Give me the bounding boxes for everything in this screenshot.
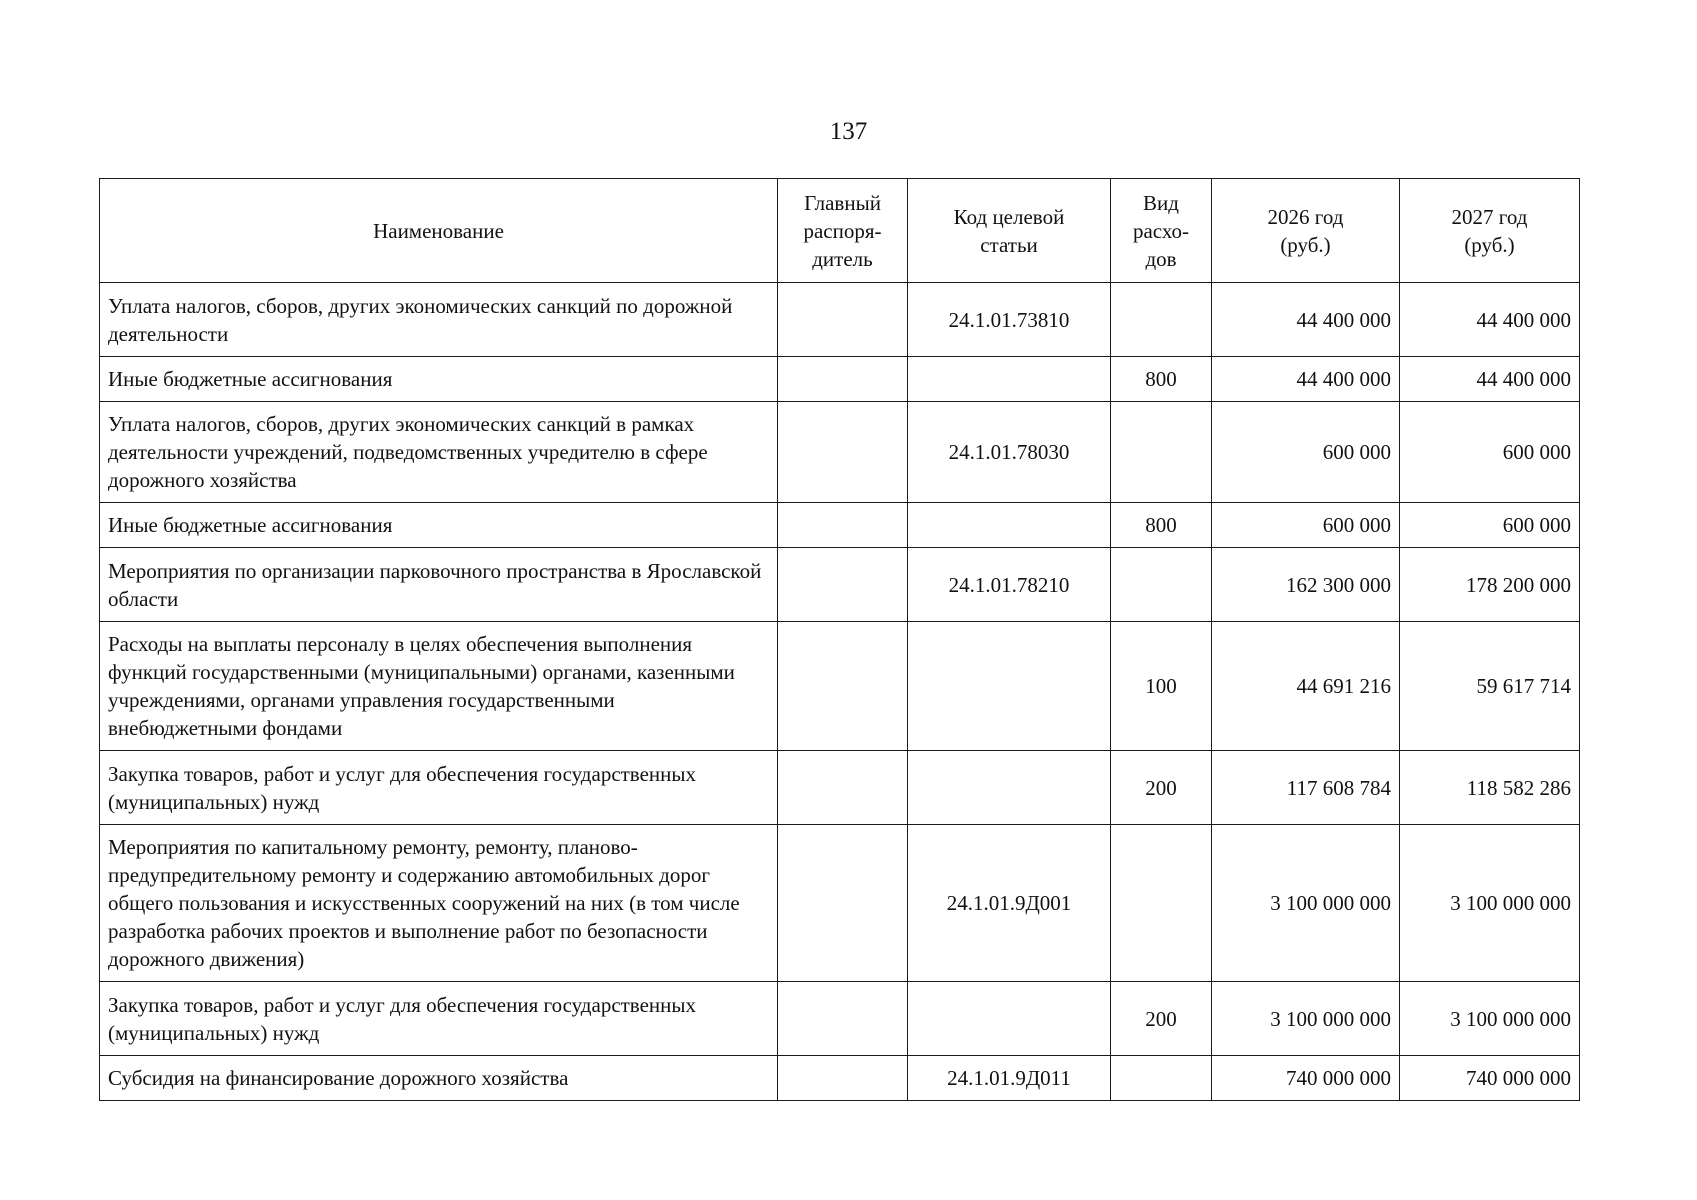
cell-kind: 800 — [1111, 357, 1212, 402]
cell-name: Мероприятия по капитальному ремонту, ремонту, планово-предупредительному ремонту и содержанию автомобильных дорог общего пользования и искусственных сооружений на них (в том числе разработка рабочих проектов и выполнение работ по безопасности дорожного движения) — [100, 825, 778, 982]
cell-2027: 740 000 000 — [1400, 1056, 1580, 1101]
cell-2026: 600 000 — [1212, 503, 1400, 548]
cell-2026: 600 000 — [1212, 402, 1400, 503]
table-row — [100, 503, 1580, 548]
cell-name: Расходы на выплаты персоналу в целях обеспечения выполнения функций государственными (муниципальными) органами, казенными учреждениями, органами управления государственными внебюджетными фондами — [100, 622, 778, 751]
cell-code — [908, 751, 1111, 825]
cell-2026: 44 691 216 — [1212, 622, 1400, 751]
table-row — [100, 357, 1580, 402]
cell-kind — [1111, 1056, 1212, 1101]
cell-code — [908, 982, 1111, 1056]
cell-2027: 178 200 000 — [1400, 548, 1580, 622]
header-row — [100, 179, 1580, 283]
table-row — [100, 548, 1580, 622]
cell-2026: 162 300 000 — [1212, 548, 1400, 622]
cell-name: Уплата налогов, сборов, других экономических санкций в рамках деятельности учреждений, подведомственных учредителю в сфере дорожного хозяйства — [100, 402, 778, 503]
header-code: Код целевой статьи — [908, 179, 1111, 283]
cell-name: Иные бюджетные ассигнования — [100, 503, 778, 548]
cell-kind — [1111, 402, 1212, 503]
cell-2027: 600 000 — [1400, 402, 1580, 503]
cell-kind — [1111, 825, 1212, 982]
header-kind: Вид расхо- дов — [1111, 179, 1212, 283]
cell-code: 24.1.01.78210 — [908, 548, 1111, 622]
table-row — [100, 825, 1580, 982]
cell-2026: 44 400 000 — [1212, 283, 1400, 357]
cell-2026: 117 608 784 — [1212, 751, 1400, 825]
cell-manager — [778, 622, 908, 751]
cell-code — [908, 622, 1111, 751]
cell-kind: 800 — [1111, 503, 1212, 548]
table-row — [100, 402, 1580, 503]
table-row — [100, 622, 1580, 751]
cell-manager — [778, 751, 908, 825]
cell-2026: 3 100 000 000 — [1212, 825, 1400, 982]
cell-code: 24.1.01.9Д001 — [908, 825, 1111, 982]
cell-2026: 3 100 000 000 — [1212, 982, 1400, 1056]
cell-manager — [778, 825, 908, 982]
cell-manager — [778, 1056, 908, 1101]
cell-code — [908, 503, 1111, 548]
cell-kind: 200 — [1111, 982, 1212, 1056]
cell-code — [908, 357, 1111, 402]
cell-2027: 44 400 000 — [1400, 283, 1580, 357]
cell-2026: 740 000 000 — [1212, 1056, 1400, 1101]
cell-name: Уплата налогов, сборов, других экономических санкций по дорожной деятельности — [100, 283, 778, 357]
header-2026: 2026 год (руб.) — [1212, 179, 1400, 283]
cell-code: 24.1.01.78030 — [908, 402, 1111, 503]
page-number: 137 — [829, 118, 868, 145]
cell-2027: 3 100 000 000 — [1400, 982, 1580, 1056]
cell-kind — [1111, 283, 1212, 357]
cell-manager — [778, 283, 908, 357]
cell-name: Закупка товаров, работ и услуг для обеспечения государственных (муниципальных) нужд — [100, 751, 778, 825]
header-name: Наименование — [100, 179, 778, 283]
cell-manager — [778, 503, 908, 548]
cell-manager — [778, 402, 908, 503]
table-row — [100, 751, 1580, 825]
cell-kind: 100 — [1111, 622, 1212, 751]
table-row — [100, 283, 1580, 357]
cell-2027: 59 617 714 — [1400, 622, 1580, 751]
cell-code: 24.1.01.9Д011 — [908, 1056, 1111, 1101]
table-row — [100, 1056, 1580, 1101]
cell-manager — [778, 548, 908, 622]
cell-2026: 44 400 000 — [1212, 357, 1400, 402]
cell-manager — [778, 982, 908, 1056]
cell-name: Закупка товаров, работ и услуг для обеспечения государственных (муниципальных) нужд — [100, 982, 778, 1056]
cell-code: 24.1.01.73810 — [908, 283, 1111, 357]
table-row — [100, 982, 1580, 1056]
cell-2027: 44 400 000 — [1400, 357, 1580, 402]
header-2027: 2027 год (руб.) — [1400, 179, 1580, 283]
budget-table — [99, 178, 1580, 1101]
cell-kind — [1111, 548, 1212, 622]
cell-manager — [778, 357, 908, 402]
cell-2027: 3 100 000 000 — [1400, 825, 1580, 982]
cell-2027: 600 000 — [1400, 503, 1580, 548]
cell-2027: 118 582 286 — [1400, 751, 1580, 825]
header-manager: Главный распоря- дитель — [778, 179, 908, 283]
cell-name: Иные бюджетные ассигнования — [100, 357, 778, 402]
cell-name: Субсидия на финансирование дорожного хозяйства — [100, 1056, 778, 1101]
cell-name: Мероприятия по организации парковочного пространства в Ярославской области — [100, 548, 778, 622]
cell-kind: 200 — [1111, 751, 1212, 825]
